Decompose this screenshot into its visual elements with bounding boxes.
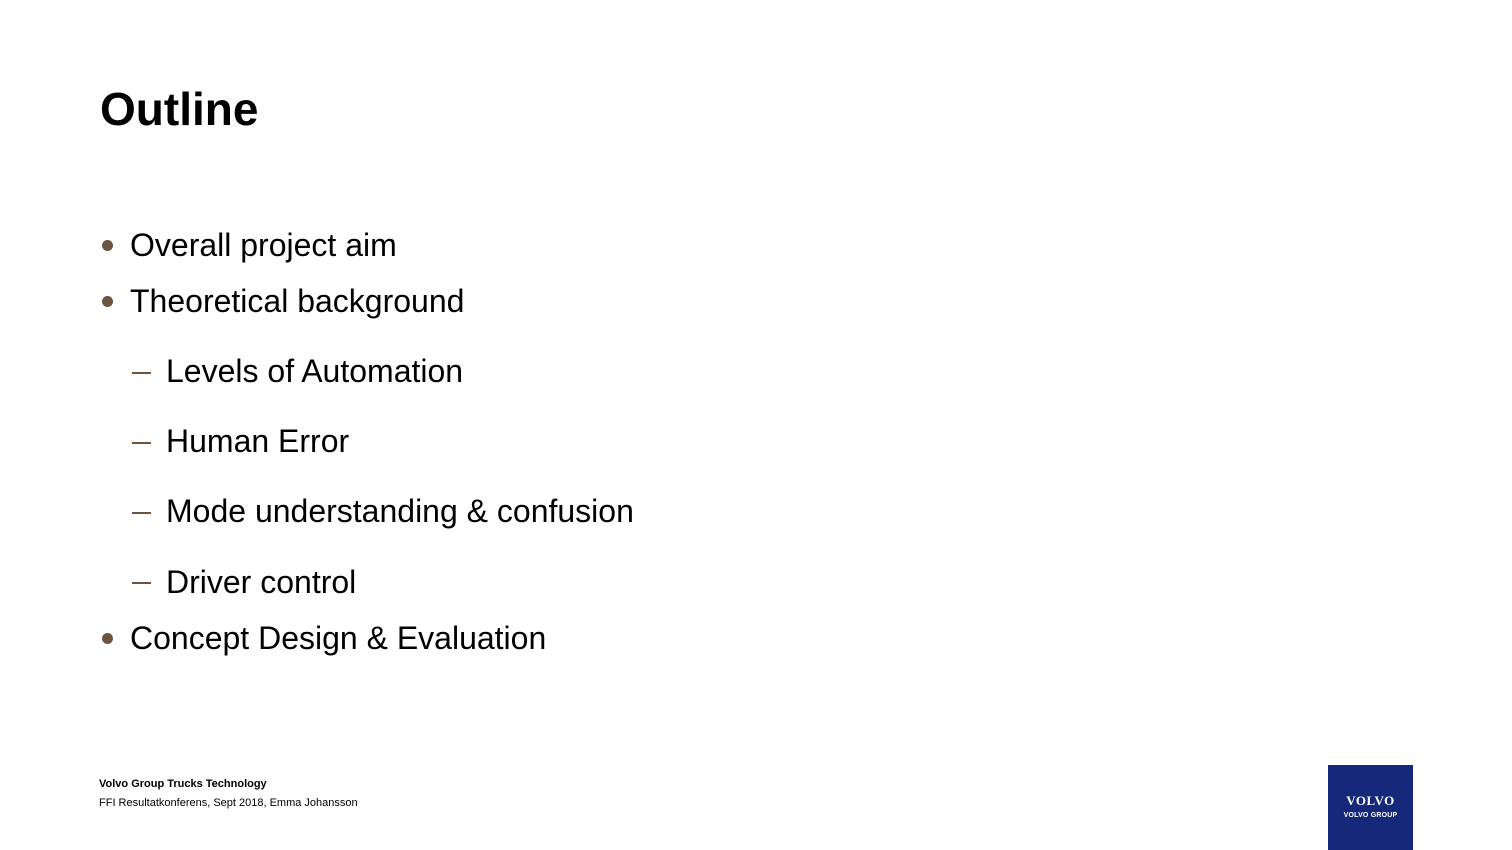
list-item-text: Theoretical background (130, 283, 465, 319)
logo-subtitle: VOLVO GROUP (1343, 812, 1398, 819)
footer-company: Volvo Group (99, 778, 165, 790)
footer-division: Trucks Technology (167, 778, 267, 790)
dash-icon (132, 442, 151, 444)
sub-list-item-text: Human Error (166, 423, 350, 459)
bullet-icon (102, 240, 113, 251)
list-item-text: Overall project aim (130, 227, 397, 263)
sub-list-item-text: Levels of Automation (166, 353, 464, 389)
sub-list-item-text: Driver control (166, 564, 357, 600)
slide-title: Outline (100, 83, 259, 135)
dash-icon (132, 582, 151, 584)
sub-list-item-text: Mode understanding & confusion (166, 493, 634, 529)
dash-icon (132, 372, 151, 374)
footer-event: FFI Resultatkonferens, Sept 2018, Emma Johansson (99, 797, 358, 809)
bullet-icon (102, 296, 113, 307)
logo-wordmark: VOLVO (1346, 793, 1395, 808)
footer-org (99, 777, 267, 791)
dash-icon (132, 512, 151, 514)
list-item-text: Concept Design & Evaluation (130, 620, 547, 656)
bullet-icon (102, 633, 113, 644)
volvo-group-logo (1328, 765, 1413, 850)
